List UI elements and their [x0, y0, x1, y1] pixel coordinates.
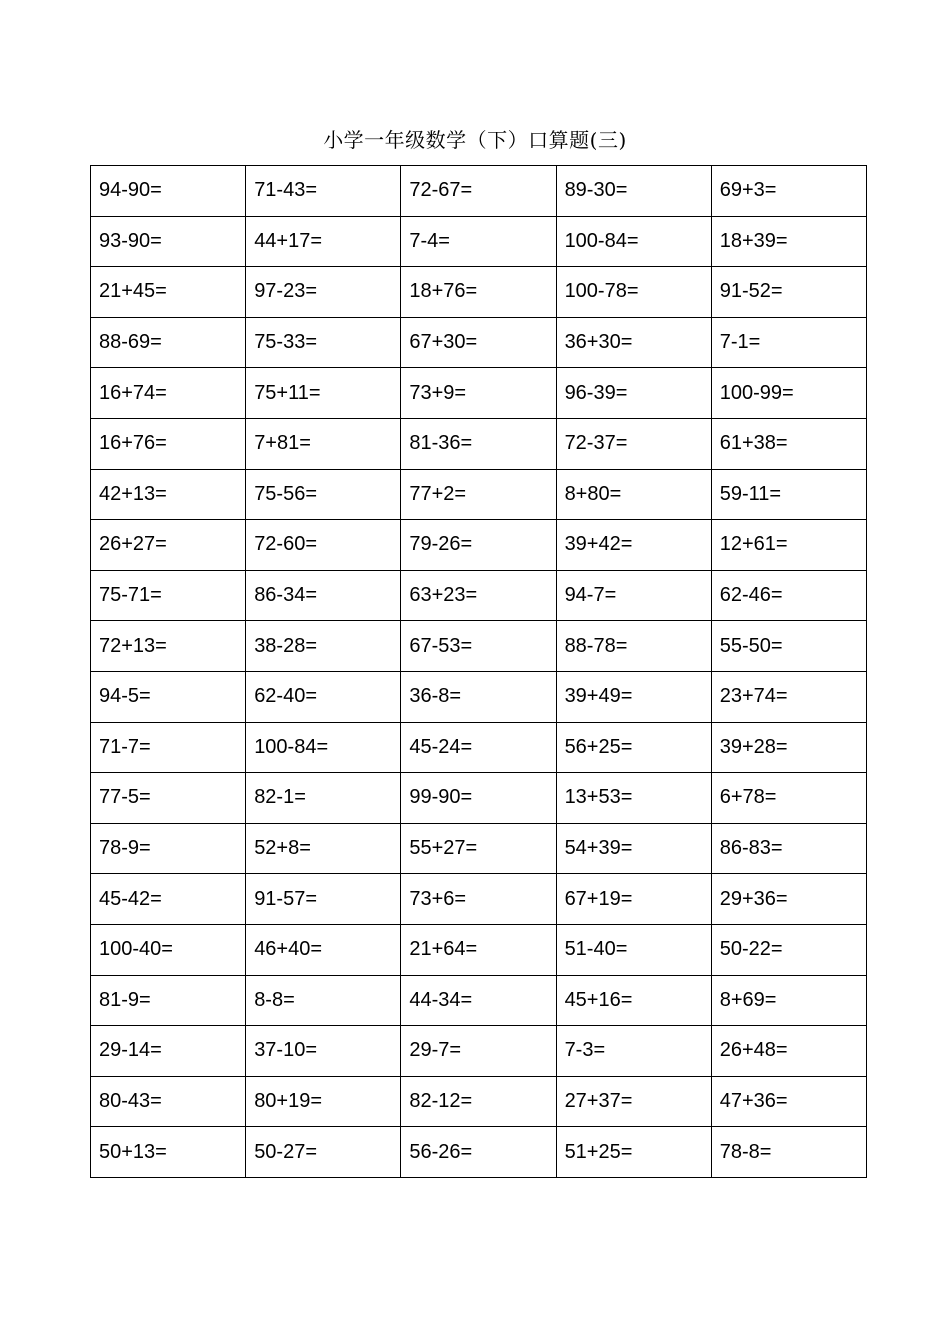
problem-cell: 78-8=	[711, 1127, 866, 1178]
problem-cell: 91-52=	[711, 267, 866, 318]
problem-cell: 96-39=	[556, 368, 711, 419]
problem-cell: 7+81=	[246, 418, 401, 469]
problem-cell: 88-69=	[91, 317, 246, 368]
problem-cell: 71-43=	[246, 166, 401, 217]
problem-cell: 12+61=	[711, 520, 866, 571]
table-row	[91, 570, 867, 621]
problem-cell: 71-7=	[91, 722, 246, 773]
problem-cell: 23+74=	[711, 671, 866, 722]
problem-cell: 39+42=	[556, 520, 711, 571]
problem-cell: 55-50=	[711, 621, 866, 672]
problem-cell: 73+6=	[401, 874, 556, 925]
problem-cell: 37-10=	[246, 1026, 401, 1077]
problem-cell: 80-43=	[91, 1076, 246, 1127]
problem-cell: 39+49=	[556, 671, 711, 722]
problem-cell: 46+40=	[246, 924, 401, 975]
table-row	[91, 216, 867, 267]
problem-cell: 56+25=	[556, 722, 711, 773]
problem-cell: 45+16=	[556, 975, 711, 1026]
problem-cell: 100-84=	[556, 216, 711, 267]
table-row	[91, 1127, 867, 1178]
problem-cell: 100-78=	[556, 267, 711, 318]
problem-cell: 94-5=	[91, 671, 246, 722]
problem-cell: 88-78=	[556, 621, 711, 672]
table-row	[91, 823, 867, 874]
problem-cell: 62-40=	[246, 671, 401, 722]
worksheet-title: 小学一年级数学（下）口算题(三)	[323, 128, 627, 152]
problem-cell: 67-53=	[401, 621, 556, 672]
table-row	[91, 469, 867, 520]
problem-cell: 72-67=	[401, 166, 556, 217]
problem-cell: 86-34=	[246, 570, 401, 621]
problem-cell: 44-34=	[401, 975, 556, 1026]
problem-cell: 77+2=	[401, 469, 556, 520]
problem-cell: 72-37=	[556, 418, 711, 469]
table-row	[91, 1026, 867, 1077]
table-row	[91, 368, 867, 419]
problem-cell: 75+11=	[246, 368, 401, 419]
problem-cell: 36-8=	[401, 671, 556, 722]
problem-cell: 18+76=	[401, 267, 556, 318]
problem-cell: 72-60=	[246, 520, 401, 571]
problem-cell: 18+39=	[711, 216, 866, 267]
problem-cell: 56-26=	[401, 1127, 556, 1178]
problem-cell: 8+80=	[556, 469, 711, 520]
problem-cell: 100-99=	[711, 368, 866, 419]
problem-cell: 7-4=	[401, 216, 556, 267]
problem-cell: 67+19=	[556, 874, 711, 925]
problem-cell: 45-24=	[401, 722, 556, 773]
table-row	[91, 317, 867, 368]
problem-cell: 26+48=	[711, 1026, 866, 1077]
problem-table-body	[91, 166, 867, 1178]
problem-cell: 62-46=	[711, 570, 866, 621]
problem-cell: 47+36=	[711, 1076, 866, 1127]
problem-cell: 81-36=	[401, 418, 556, 469]
problem-cell: 69+3=	[711, 166, 866, 217]
problem-cell: 13+53=	[556, 773, 711, 824]
table-row	[91, 166, 867, 217]
problem-cell: 8+69=	[711, 975, 866, 1026]
arithmetic-problem-table	[90, 165, 867, 1178]
problem-cell: 44+17=	[246, 216, 401, 267]
problem-cell: 38-28=	[246, 621, 401, 672]
table-row	[91, 773, 867, 824]
problem-cell: 89-30=	[556, 166, 711, 217]
problem-cell: 50-22=	[711, 924, 866, 975]
problem-cell: 7-3=	[556, 1026, 711, 1077]
problem-cell: 80+19=	[246, 1076, 401, 1127]
problem-cell: 45-42=	[91, 874, 246, 925]
problem-cell: 73+9=	[401, 368, 556, 419]
problem-cell: 99-90=	[401, 773, 556, 824]
problem-cell: 94-7=	[556, 570, 711, 621]
problem-cell: 42+13=	[91, 469, 246, 520]
problem-cell: 36+30=	[556, 317, 711, 368]
problem-cell: 54+39=	[556, 823, 711, 874]
problem-cell: 6+78=	[711, 773, 866, 824]
problem-cell: 61+38=	[711, 418, 866, 469]
problem-cell: 63+23=	[401, 570, 556, 621]
problem-cell: 39+28=	[711, 722, 866, 773]
table-row	[91, 874, 867, 925]
problem-cell: 21+64=	[401, 924, 556, 975]
problem-cell: 82-12=	[401, 1076, 556, 1127]
problem-cell: 26+27=	[91, 520, 246, 571]
problem-cell: 79-26=	[401, 520, 556, 571]
problem-cell: 82-1=	[246, 773, 401, 824]
problem-cell: 75-71=	[91, 570, 246, 621]
problem-cell: 52+8=	[246, 823, 401, 874]
problem-cell: 67+30=	[401, 317, 556, 368]
problem-cell: 51+25=	[556, 1127, 711, 1178]
problem-cell: 81-9=	[91, 975, 246, 1026]
problem-cell: 72+13=	[91, 621, 246, 672]
problem-cell: 27+37=	[556, 1076, 711, 1127]
problem-cell: 75-56=	[246, 469, 401, 520]
problem-cell: 55+27=	[401, 823, 556, 874]
problem-cell: 97-23=	[246, 267, 401, 318]
problem-cell: 77-5=	[91, 773, 246, 824]
problem-cell: 16+76=	[91, 418, 246, 469]
problem-cell: 50-27=	[246, 1127, 401, 1178]
table-row	[91, 621, 867, 672]
problem-cell: 59-11=	[711, 469, 866, 520]
problem-cell: 8-8=	[246, 975, 401, 1026]
problem-cell: 50+13=	[91, 1127, 246, 1178]
table-row	[91, 267, 867, 318]
table-row	[91, 722, 867, 773]
problem-cell: 7-1=	[711, 317, 866, 368]
problem-cell: 91-57=	[246, 874, 401, 925]
problem-cell: 51-40=	[556, 924, 711, 975]
problem-cell: 29+36=	[711, 874, 866, 925]
problem-cell: 100-84=	[246, 722, 401, 773]
problem-cell: 86-83=	[711, 823, 866, 874]
problem-cell: 29-14=	[91, 1026, 246, 1077]
table-row	[91, 1076, 867, 1127]
problem-cell: 75-33=	[246, 317, 401, 368]
problem-cell: 94-90=	[91, 166, 246, 217]
table-row	[91, 924, 867, 975]
problem-cell: 21+45=	[91, 267, 246, 318]
problem-cell: 93-90=	[91, 216, 246, 267]
problem-cell: 16+74=	[91, 368, 246, 419]
problem-cell: 100-40=	[91, 924, 246, 975]
table-row	[91, 418, 867, 469]
problem-cell: 78-9=	[91, 823, 246, 874]
table-row	[91, 975, 867, 1026]
table-row	[91, 671, 867, 722]
problem-cell: 29-7=	[401, 1026, 556, 1077]
table-row	[91, 520, 867, 571]
